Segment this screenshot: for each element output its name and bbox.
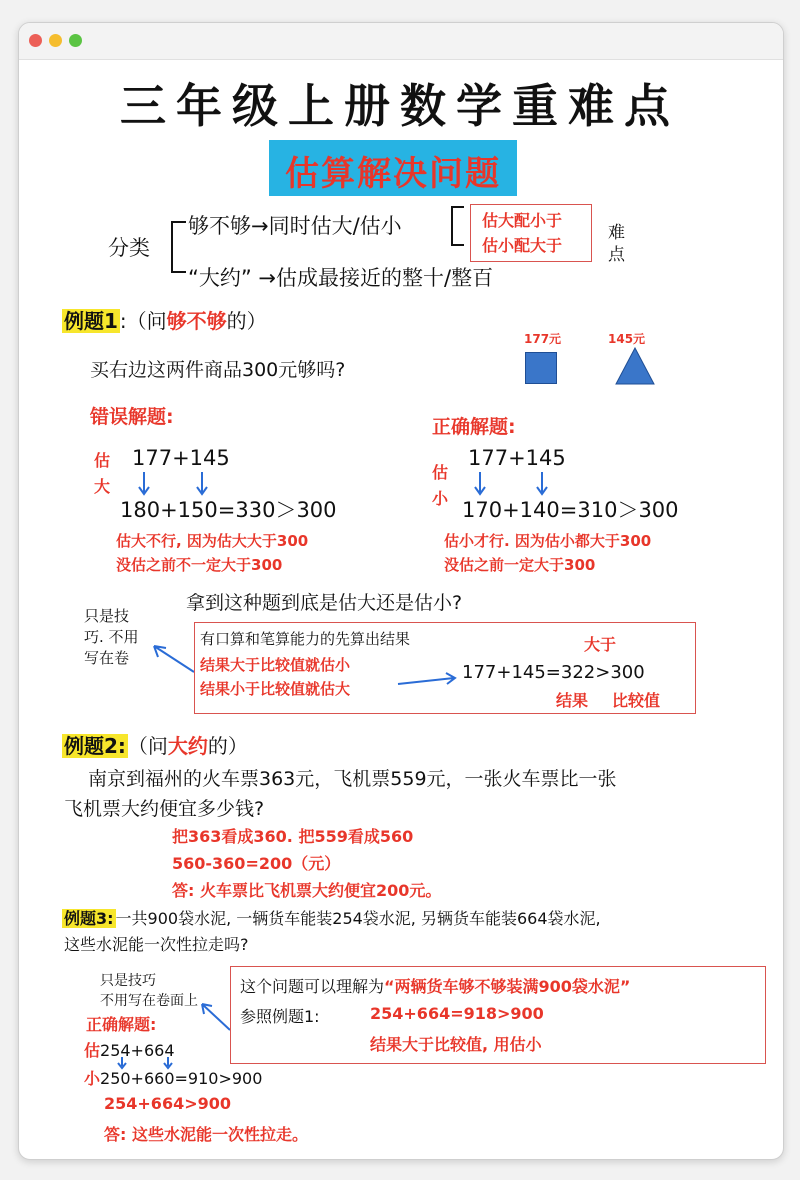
example3-answer1: 254+664>900: [104, 1094, 232, 1113]
example3-line2: 这些水泥能一次性拉走吗?: [64, 935, 249, 954]
example2-tag: 例题2:: [64, 734, 126, 758]
example3-answer2: 答: 这些水泥能一次性拉走。: [104, 1125, 308, 1144]
wrong-note2: 没估之前不一定大于300: [116, 556, 283, 574]
right-note2: 没估之前一定大于300: [444, 556, 596, 574]
right-note1: 估小才行. 因为估小都大于300: [444, 532, 652, 550]
classification-line2: “大约” →估成最接近的整十/整百: [188, 266, 494, 290]
page-title: 三年级上册数学重难点: [120, 79, 680, 133]
example3-tag: 例题3:: [64, 909, 114, 928]
example3-tip2: 不用写在卷面上: [100, 993, 198, 1009]
method-line2: 结果大于比较值就估小: [200, 656, 351, 674]
example1-tag: 例题1: [64, 309, 118, 333]
wrong-heading: 错误解题:: [90, 406, 174, 428]
item2-price: 145元: [608, 332, 646, 346]
example2-answer1: 把363看成360. 把559看成560: [172, 827, 414, 846]
example1-tip: 只是技 巧. 不用 写在卷: [84, 607, 139, 667]
example2-line2: 飞机票大约便宜多少钱?: [64, 798, 265, 820]
tip-arrow: [148, 642, 198, 676]
rule-line1: 估大配小于: [482, 211, 563, 230]
example3-heading: 正确解题:: [86, 1015, 157, 1034]
classification-line1: 够不够→同时估大/估小: [188, 214, 402, 238]
label-greater: 大于: [584, 635, 617, 654]
example2-answer2: 560-360=200（元）: [172, 854, 341, 873]
subtitle: 估算解决问题: [285, 154, 501, 194]
example2-heading: 例题2: （问大约的）: [64, 734, 248, 758]
label-result: 结果: [556, 691, 589, 710]
square-item: [525, 352, 557, 384]
method-calc: 177+145=322>300: [462, 662, 645, 683]
example3-line1: 例题3: 一共900袋水泥, 一辆货车能装254袋水泥, 另辆货车能装664袋水泥,: [64, 909, 601, 928]
method-arrow: [396, 670, 462, 690]
example2-line1: 南京到福州的火车票363元，飞机票559元，一张火车票比一张: [88, 768, 617, 790]
wrong-note1: 估大不行, 因为估大大于300: [116, 532, 309, 550]
wrong-side: 估大: [94, 451, 111, 496]
example3-box-line1: 这个问题可以理解为“两辆货车够不够装满900袋水泥”: [240, 977, 631, 996]
right-heading: 正确解题:: [432, 416, 516, 438]
method-line1: 有口算和笔算能力的先算出结果: [200, 630, 411, 648]
right-expr: 177+145: [468, 446, 566, 470]
label-compare: 比较值: [612, 691, 661, 710]
difficulty-label: 难点: [608, 223, 625, 265]
example1-heading: 例题1 :（问够不够的）: [64, 309, 267, 333]
right-calc: 170+140=310＞300: [462, 498, 679, 522]
example3-expr: 估254+664: [84, 1041, 175, 1060]
example3-box-calc: 254+664=918>900: [370, 1004, 544, 1023]
rule-line2: 估小配大于: [482, 236, 563, 255]
example3-calc: 小250+660=910>900: [84, 1069, 263, 1088]
classification-bracket: [160, 220, 190, 276]
example3-box-ref: 参照例题1:: [240, 1007, 320, 1026]
example2-answer3: 答: 火车票比飞机票大约便宜200元。: [172, 881, 442, 900]
triangle-item: [614, 346, 656, 386]
right-side: 估小: [432, 463, 449, 508]
method-line3: 结果小于比较值就估大: [200, 680, 351, 698]
item1-price: 177元: [524, 332, 562, 346]
example3-tip1: 只是技巧: [100, 973, 156, 989]
classification-label: 分类: [108, 236, 150, 260]
example3-box-result: 结果大于比较值, 用估小: [370, 1035, 542, 1054]
rule-bracket: [440, 205, 470, 249]
wrong-expr: 177+145: [132, 446, 230, 470]
wrong-calc: 180+150=330＞300: [120, 498, 337, 522]
example1-question: 买右边这两件商品300元够吗?: [90, 359, 346, 381]
example1-question2: 拿到这种题到底是估大还是估小?: [186, 592, 463, 614]
